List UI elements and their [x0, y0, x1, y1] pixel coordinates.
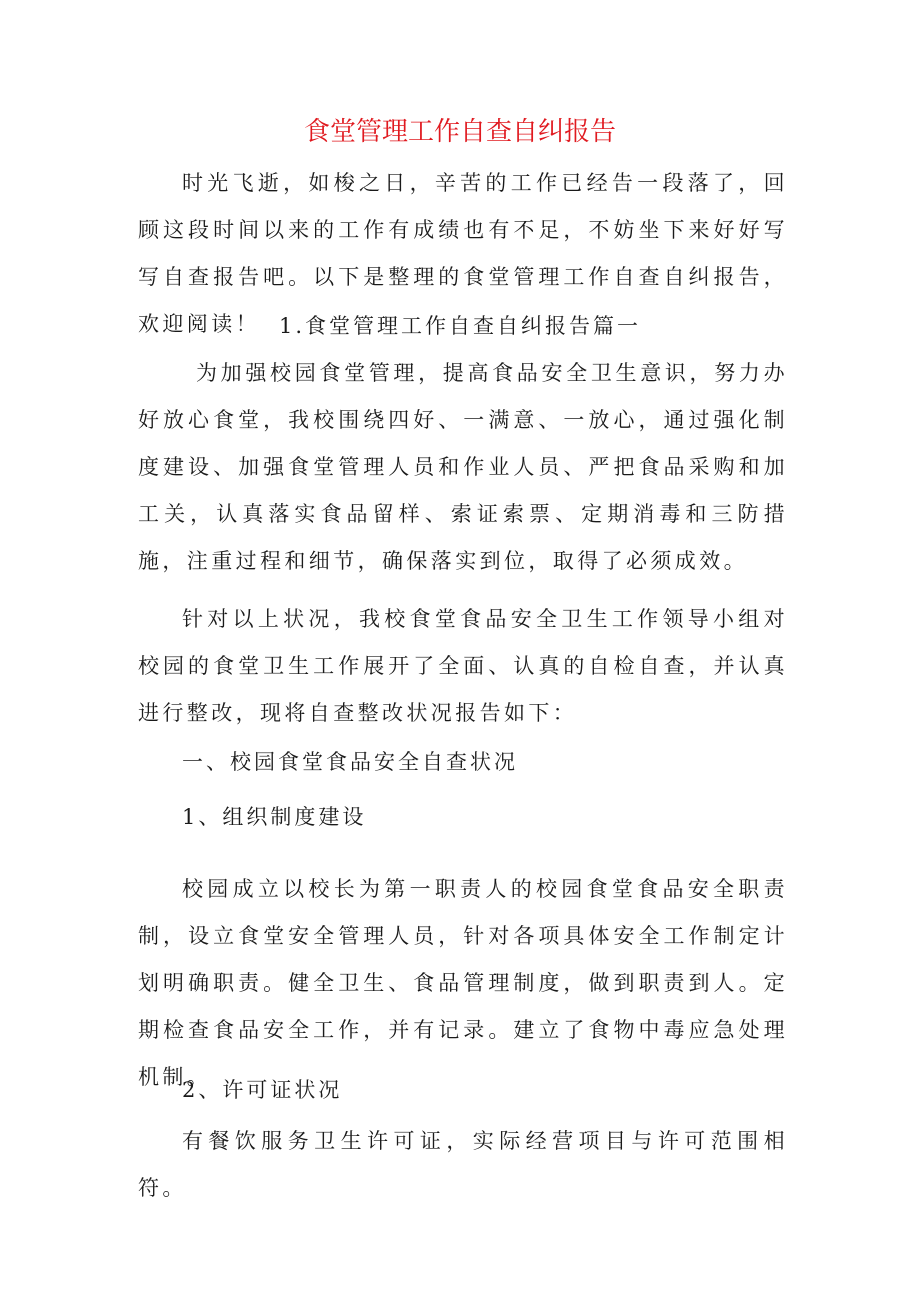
- paragraph-4: 有餐饮服务卫生许可证，实际经营项目与许可范围相符。: [138, 1129, 788, 1200]
- heading-1: 一、校园食堂食品安全自查状况: [182, 750, 518, 774]
- paragraph-2: 针对以上状况，我校食堂食品安全卫生工作领导小组对校园的食堂卫生工作展开了全面、认真的自检自查，并认真进行整改，现将自查整改状况报告如下：: [138, 607, 788, 725]
- document-title: 食堂管理工作自查自纠报告: [303, 117, 616, 147]
- section-title: 1.食堂管理工作自查自纠报告篇一: [278, 314, 642, 338]
- paragraph-3: 校园成立以校长为第一职责人的校园食堂食品安全职责制，设立食堂安全管理人员，针对各项具体安全工作制定计划明确职责。健全卫生、食品管理制度，做到职责到人。定期检查食品安全工作，并有记录。建立了食物中毒应急处理机制。: [138, 877, 788, 1089]
- heading-1-1: 1、组织制度建设: [182, 805, 367, 829]
- heading-1-2: 2、许可证状况: [182, 1078, 343, 1102]
- intro-paragraph: 时光飞逝，如梭之日，辛苦的工作已经告一段落了，回顾这段时间以来的工作有成绩也有不足，不妨坐下来好好写写自查报告吧。以下是整理的食堂管理工作自查自纠报告，欢迎阅读！: [138, 171, 788, 336]
- paragraph-1: 为加强校园食堂管理，提高食品安全卫生意识，努力办好放心食堂，我校围绕四好、一满意、一放心，通过强化制度建设、加强食堂管理人员和作业人员、严把食品采购和加工关，认真落实食品留样、索证索票、定期消毒和三防措施，注重过程和细节，确保落实到位，取得了必须成效。: [138, 361, 788, 573]
